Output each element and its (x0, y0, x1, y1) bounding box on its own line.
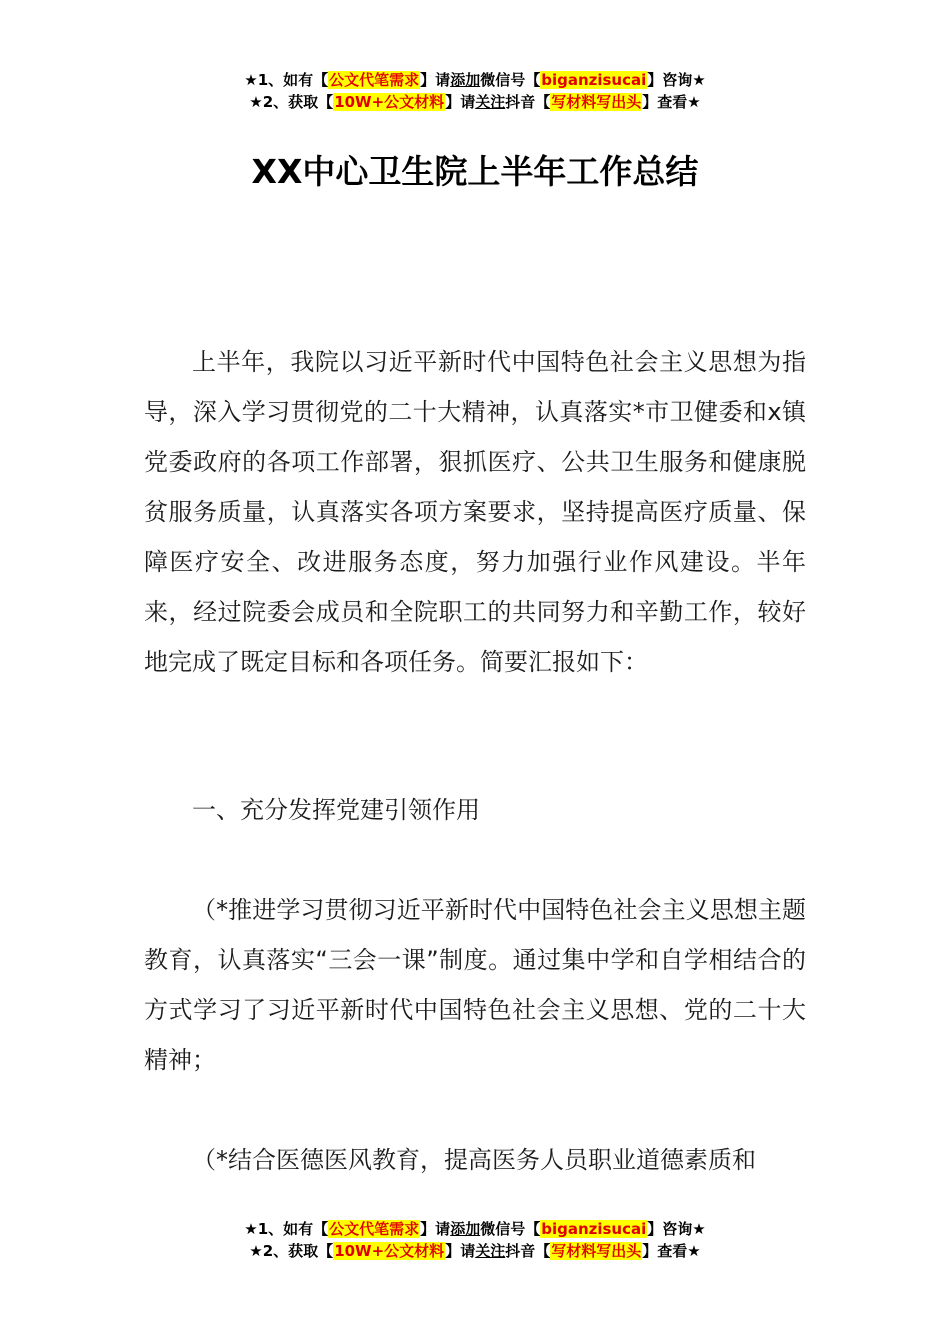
promo-wechat-id: biganzisucai (541, 1220, 647, 1238)
section-paragraph-1: （*推进学习贯彻习近平新时代中国特色社会主义思想主题教育，认真落实“三会一课”制度。通过集中学和自学相结合的方式学习了习近平新时代中国特色社会主义思想、党的二十大精神； (144, 896, 806, 1074)
promo-text: ★2、获取【 (249, 1242, 334, 1260)
promo-underlined-text: 添加 (450, 71, 481, 89)
promo-underlined-text: 添加 (450, 1220, 481, 1238)
promo-text: 】咨询★ (647, 71, 706, 89)
promo-highlight: 公文代笔需求 (329, 71, 420, 89)
promo-highlight: 10W+公文材料 (334, 1242, 445, 1260)
section-paragraph-2: （*结合医德医风教育，提高医务人员职业道德素质和 (192, 1146, 756, 1174)
promo-douyin-id: 写材料写出头 (551, 93, 642, 111)
footer-promo-banner (0, 1218, 950, 1262)
promo-text: 微信号【 (480, 71, 541, 89)
promo-text: 】请 (445, 93, 476, 111)
intro-paragraph: 上半年，我院以习近平新时代中国特色社会主义思想为指导，深入学习贯彻党的二十大精神，认真落实*市卫健委和x镇党委政府的各项工作部署，狠抓医疗、公共卫生服务和健康脱贫服务质量，认真落实各项方案要求，坚持提高医疗质量、保障医疗安全、改进服务态度，努力加强行业作风建设。半年来，经过院委会成员和全院职工的共同努力和辛勤工作，较好地完成了既定目标和各项任务。简要汇报如下： (144, 348, 806, 676)
promo-highlight: 公文代笔需求 (329, 1220, 420, 1238)
promo-underlined-text: 关注 (475, 1242, 506, 1260)
promo-text: 】咨询★ (647, 1220, 706, 1238)
promo-text: ★1、如有【 (244, 71, 329, 89)
promo-wechat-id: biganzisucai (541, 71, 647, 89)
promo-text: ★1、如有【 (244, 1220, 329, 1238)
promo-line-2 (0, 91, 950, 113)
promo-text: 抖音【 (505, 1242, 551, 1260)
promo-text: 】请 (420, 1220, 451, 1238)
section-heading-1: 一、充分发挥党建引领作用 (192, 796, 480, 824)
promo-text: 抖音【 (505, 93, 551, 111)
promo-underlined-text: 关注 (475, 93, 506, 111)
promo-douyin-id: 写材料写出头 (551, 1242, 642, 1260)
promo-text: 】请 (445, 1242, 476, 1260)
document-title: XX中心卫生院上半年工作总结 (251, 152, 699, 191)
promo-line-1 (0, 1218, 950, 1240)
header-promo-banner (0, 69, 950, 113)
promo-text: 】请 (420, 71, 451, 89)
promo-text: 微信号【 (480, 1220, 541, 1238)
promo-highlight: 10W+公文材料 (334, 93, 445, 111)
promo-text: ★2、获取【 (249, 93, 334, 111)
promo-text: 】查看★ (642, 93, 701, 111)
promo-line-1 (0, 69, 950, 91)
promo-line-2 (0, 1240, 950, 1262)
promo-text: 】查看★ (642, 1242, 701, 1260)
